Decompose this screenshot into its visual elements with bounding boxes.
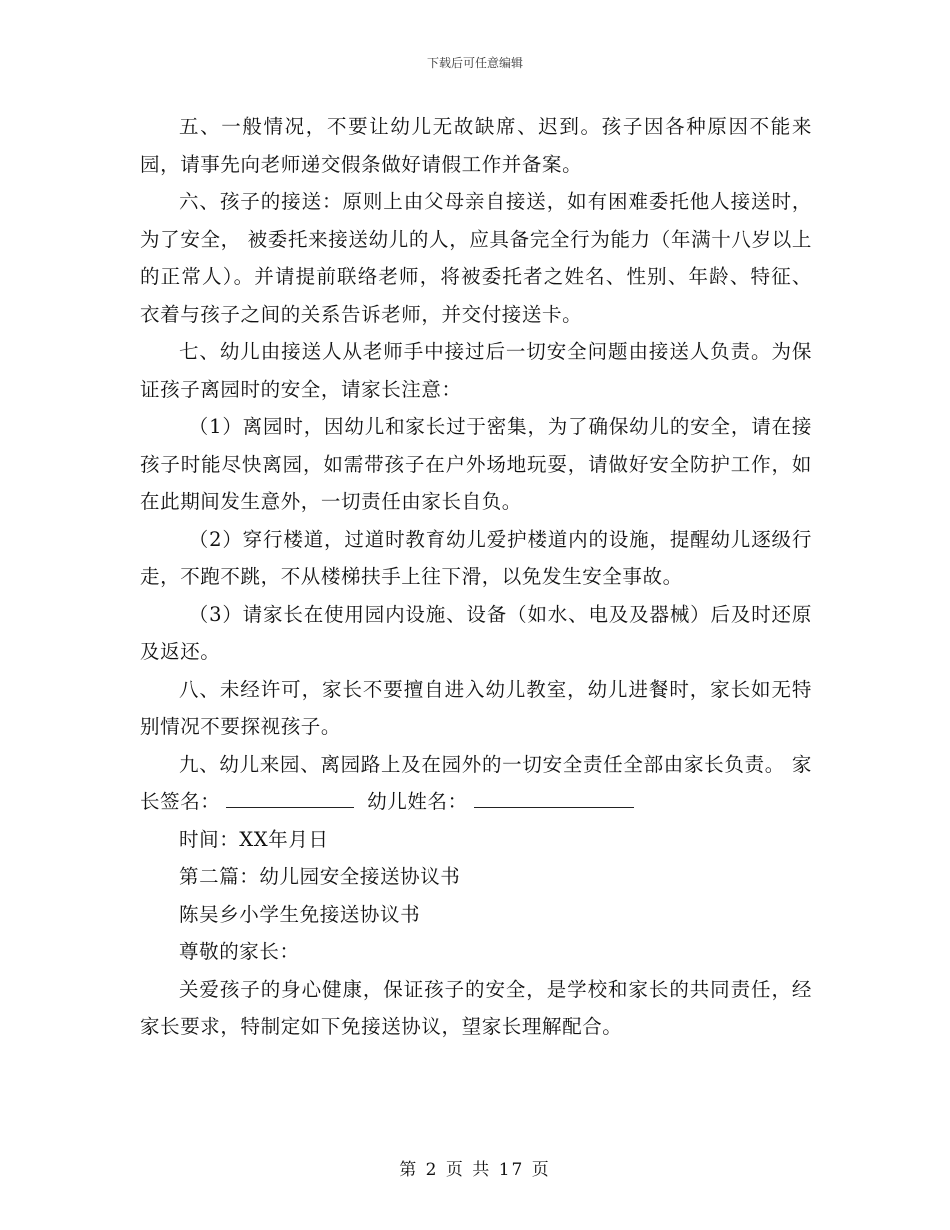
child-name-field[interactable] [474, 787, 634, 808]
clause-seven-item-1: （1）离园时，因幼儿和家长过于密集，为了确保幼儿的安全，请在接孩子时能尽快离园，如需带孩子在户外场地玩耍，请做好安全防护工作，如在此期间发生意外，一切责任由家长自负。 [140, 415, 812, 513]
clause-five: 五、一般情况，不要让幼儿无故缺席、迟到。孩子因各种原因不能来园，请事先向老师递交假条做好请假工作并备案。 [140, 115, 812, 176]
date-line: 时间：XX年月日 [179, 827, 329, 851]
salutation: 尊敬的家长： [179, 940, 300, 963]
clause-nine-text: 九、幼儿来园、离园路上及在园外的一切安全责任全部由家长负责。 [179, 752, 785, 776]
section-two-title: 第二篇：幼儿园安全接送协议书 [179, 865, 461, 888]
clause-nine [140, 746, 812, 821]
parent-signature-field[interactable] [226, 787, 354, 808]
clause-six: 六、孩子的接送：原则上由父母亲自接送，如有困难委托他人接送时，为了安全， 被委托来接送幼儿的人，应具备完全行为能力（年满十八岁以上的正常人）。并请提前联络老师，将被委托者之姓名、性别、年龄、特征、衣着与孩子之间的关系告诉老师，并交付接送卡。 [140, 190, 812, 326]
page-footer: 第 2 页 共 17 页 [399, 1160, 551, 1180]
child-name-label: 幼儿姓名： [367, 790, 468, 813]
page-header: 下载后可任意编辑 [426, 56, 523, 70]
clause-seven-item-2: （2）穿行楼道，过道时教育幼儿爱护楼道内的设施，提醒幼儿逐级行走，不跑不跳，不从楼梯扶手上往下滑，以免发生安全事故。 [140, 527, 812, 588]
document-body [140, 108, 812, 1046]
section-two-subtitle: 陈吴乡小学生免接送协议书 [179, 902, 421, 926]
clause-seven: 七、幼儿由接送人从老师手中接过后一切安全问题由接送人负责。为保证孩子离园时的安全，请家长注意： [140, 340, 812, 401]
parent-signature-label: 家长签名： [140, 752, 812, 813]
clause-eight: 八、未经许可，家长不要擅自进入幼儿教室，幼儿进餐时，家长如无特别情况不要探视孩子。 [140, 677, 812, 738]
clause-seven-item-3: （3）请家长在使用园内设施、设备（如水、电及及器械）后及时还原及返还。 [140, 602, 812, 663]
closing-paragraph: 关爱孩子的身心健康，保证孩子的安全，是学校和家长的共同责任，经家长要求，特制定如下免接送协议，望家长理解配合。 [140, 977, 812, 1038]
